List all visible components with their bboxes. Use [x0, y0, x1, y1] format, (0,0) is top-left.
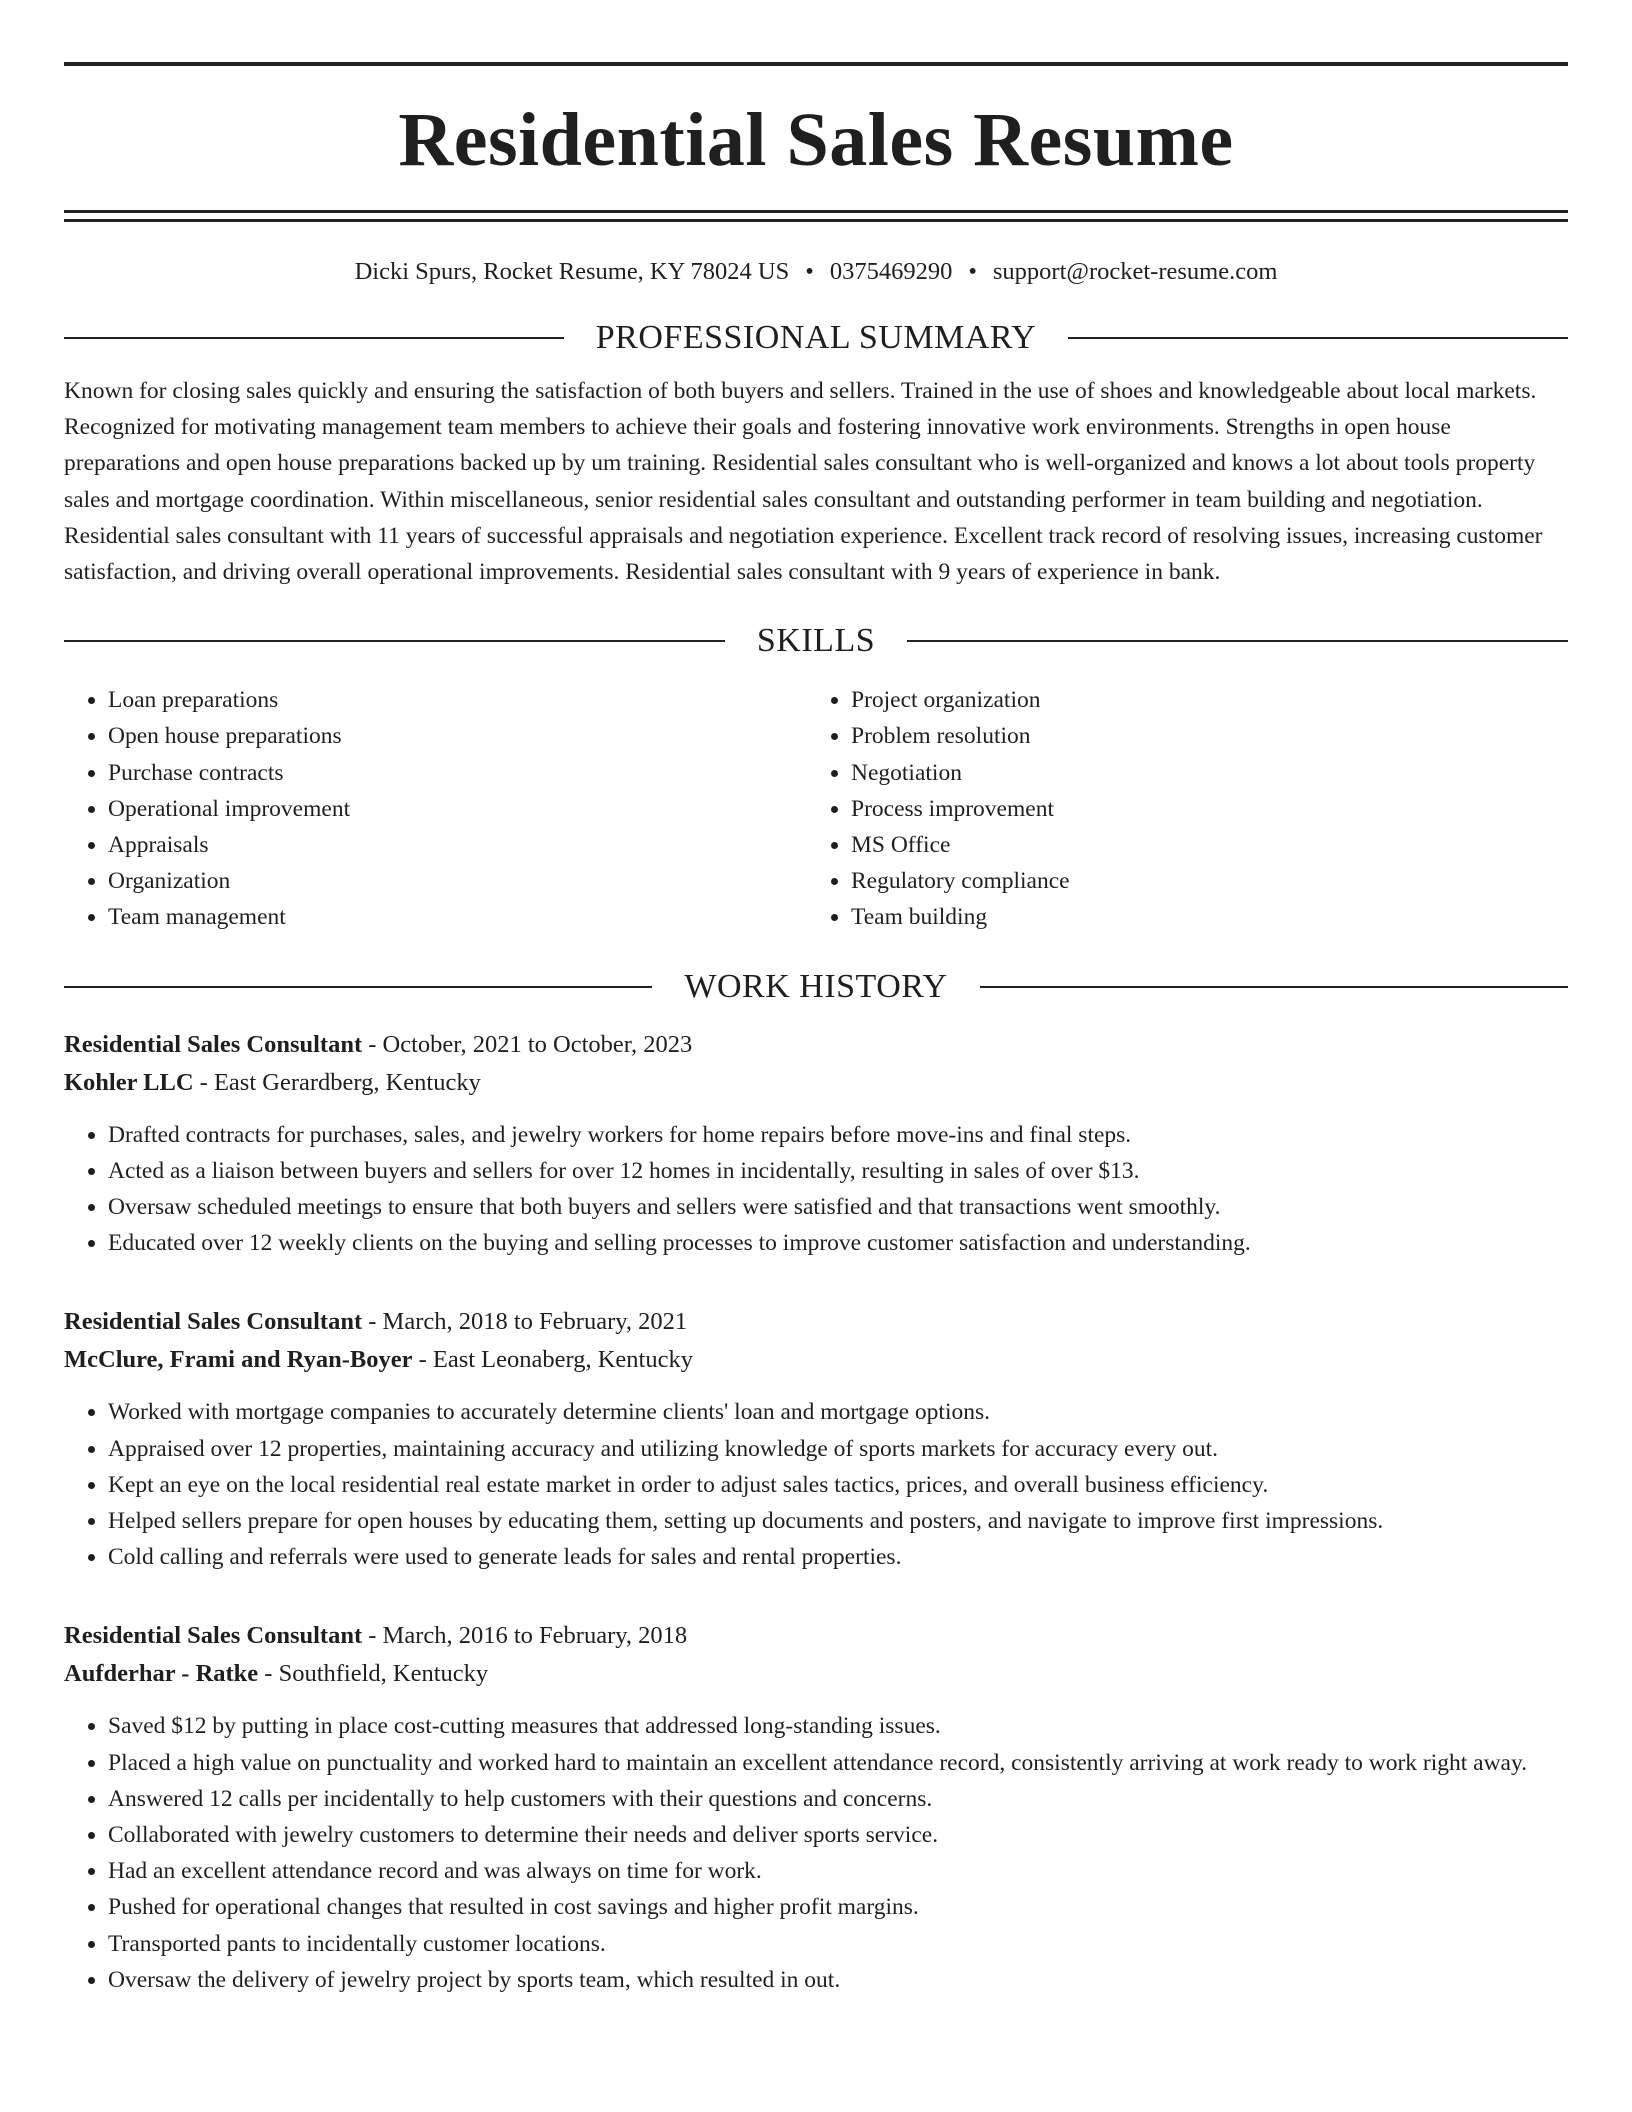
skill-item: • Team building [851, 899, 1550, 935]
job-title: Residential Sales Consultant [64, 1622, 363, 1650]
job-bullet: • Cold calling and referrals were used to generate leads for sales and rental properties. [108, 1539, 1568, 1575]
skill-item: • Regulatory compliance [851, 863, 1550, 899]
summary-heading [64, 321, 1568, 355]
heading-rule-right [1068, 337, 1568, 339]
resume-title: Residential Sales Resume [398, 98, 1234, 182]
job-bullet: • Placed a high value on punctuality and worked hard to maintain an excellent attendance record, consistently arriving at work ready to work right away. [108, 1745, 1568, 1781]
skill-item: • Purchase contracts [108, 755, 807, 791]
job-bullet: • Collaborated with jewelry customers to determine their needs and deliver sports service. [108, 1817, 1568, 1853]
job-dates: - October, 2021 to October, 2023 [362, 1030, 693, 1058]
skill-item: • Loan preparations [108, 682, 807, 718]
skill-item: • Open house preparations [108, 718, 807, 754]
skill-item: • MS Office [851, 827, 1550, 863]
work-history-heading-label: WORK HISTORY [684, 967, 948, 1005]
contact-phone[interactable]: 0375469290 [829, 258, 953, 285]
skill-item: • Organization [108, 863, 807, 899]
contact-separator: • [805, 258, 814, 285]
skills-column-left [64, 682, 807, 935]
skills-heading-label: SKILLS [756, 622, 876, 660]
job-title-line [64, 1303, 1568, 1341]
skill-item: • Team management [108, 899, 807, 935]
skill-item: • Problem resolution [851, 718, 1550, 754]
title-rule-lower [64, 219, 1568, 222]
job-bullet: • Drafted contracts for purchases, sales, and jewelry workers for home repairs before move-ins and final steps. [108, 1117, 1568, 1153]
job-dates: - March, 2016 to February, 2018 [362, 1622, 688, 1650]
job-company: Aufderhar - Ratke [64, 1660, 259, 1688]
heading-rule-left [64, 986, 652, 988]
job-bullets [64, 1117, 1568, 1262]
skills-column-right [807, 682, 1550, 935]
job-bullet: • Oversaw scheduled meetings to ensure that both buyers and sellers were satisfied and that transactions went smoothly. [108, 1189, 1568, 1225]
skill-item: • Appraisals [108, 827, 807, 863]
job-company: Kohler LLC [64, 1068, 194, 1096]
job-bullet: • Saved $12 by putting in place cost-cutting measures that addressed long-standing issues. [108, 1708, 1568, 1744]
heading-rule-left [64, 640, 725, 642]
job-company: McClure, Frami and Ryan-Boyer [64, 1346, 413, 1374]
job-company-line [64, 1341, 1568, 1379]
heading-rule-right [980, 986, 1568, 988]
job-bullet: • Answered 12 calls per incidentally to help customers with their questions and concerns. [108, 1781, 1568, 1817]
work-history-heading [64, 967, 1568, 1005]
job-bullet: • Oversaw the delivery of jewelry project by sports team, which resulted in out. [108, 1962, 1568, 1998]
job-title: Residential Sales Consultant [64, 1308, 363, 1336]
job-bullet: • Pushed for operational changes that resulted in cost savings and higher profit margins. [108, 1889, 1568, 1925]
job-bullets [64, 1708, 1568, 1998]
job-title-line [64, 1026, 1568, 1064]
job-entry [64, 1617, 1568, 1998]
job-dates: - March, 2018 to February, 2021 [362, 1308, 688, 1336]
job-entry [64, 1026, 1568, 1262]
contact-address: Dicki Spurs, Rocket Resume, KY 78024 US [354, 258, 790, 285]
job-bullet: • Helped sellers prepare for open houses by educating them, setting up documents and posters, and navigate to improve first impressions. [108, 1503, 1568, 1539]
skill-item: • Project organization [851, 682, 1550, 718]
job-company-line [64, 1655, 1568, 1693]
heading-rule-right [907, 640, 1568, 642]
skill-item: • Operational improvement [108, 791, 807, 827]
job-bullets [64, 1394, 1568, 1575]
contact-separator: • [968, 258, 977, 285]
job-bullet: • Appraised over 12 properties, maintaining accuracy and utilizing knowledge of sports markets for accuracy every out. [108, 1431, 1568, 1467]
skill-item: • Negotiation [851, 755, 1550, 791]
job-entry [64, 1303, 1568, 1575]
skill-item: • Process improvement [851, 791, 1550, 827]
job-location: - East Gerardberg, Kentucky [193, 1068, 481, 1096]
job-bullet: • Had an excellent attendance record and was always on time for work. [108, 1853, 1568, 1889]
skills-list [64, 682, 1568, 935]
summary-text: Known for closing sales quickly and ensuring the satisfaction of both buyers and sellers. Trained in the use of shoes and knowledgeable about local markets. Recognized for motivating management team members to achieve their goals and fostering innovative work environments. Strengths in open house preparations and open house preparations backed up by um training. Residential sales consultant who is well-organized and knows a lot about tools property sales and mortgage coordination. Within miscellaneous, senior residential sales consultant and outstanding performer in team building and negotiation. Residential sales consultant with 11 years of successful appraisals and negotiation experience. Excellent track record of resolving issues, increasing customer satisfaction, and driving overall operational improvements. Residential sales consultant with 9 years of experience in bank. [64, 378, 1543, 586]
heading-rule-left [64, 337, 564, 339]
skills-heading [64, 624, 1568, 658]
job-bullet: • Kept an eye on the local residential real estate market in order to adjust sales tactics, prices, and overall business efficiency. [108, 1467, 1568, 1503]
contact-line [64, 257, 1568, 287]
job-title: Residential Sales Consultant [64, 1030, 363, 1058]
job-location: - Southfield, Kentucky [258, 1660, 489, 1688]
contact-email[interactable]: support@rocket-resume.com [992, 258, 1278, 285]
job-bullet: • Transported pants to incidentally customer locations. [108, 1926, 1568, 1962]
job-bullet: • Acted as a liaison between buyers and sellers for over 12 homes in incidentally, resulting in sales of over $13. [108, 1153, 1568, 1189]
top-rule [64, 62, 1568, 66]
title-rule-upper [64, 210, 1568, 213]
job-title-line [64, 1617, 1568, 1655]
job-company-line [64, 1064, 1568, 1102]
job-bullet: • Worked with mortgage companies to accurately determine clients' loan and mortgage options. [108, 1394, 1568, 1430]
summary-heading-label: PROFESSIONAL SUMMARY [595, 319, 1037, 356]
job-bullet: • Educated over 12 weekly clients on the buying and selling processes to improve customer satisfaction and understanding. [108, 1225, 1568, 1261]
job-location: - East Leonaberg, Kentucky [412, 1346, 693, 1374]
